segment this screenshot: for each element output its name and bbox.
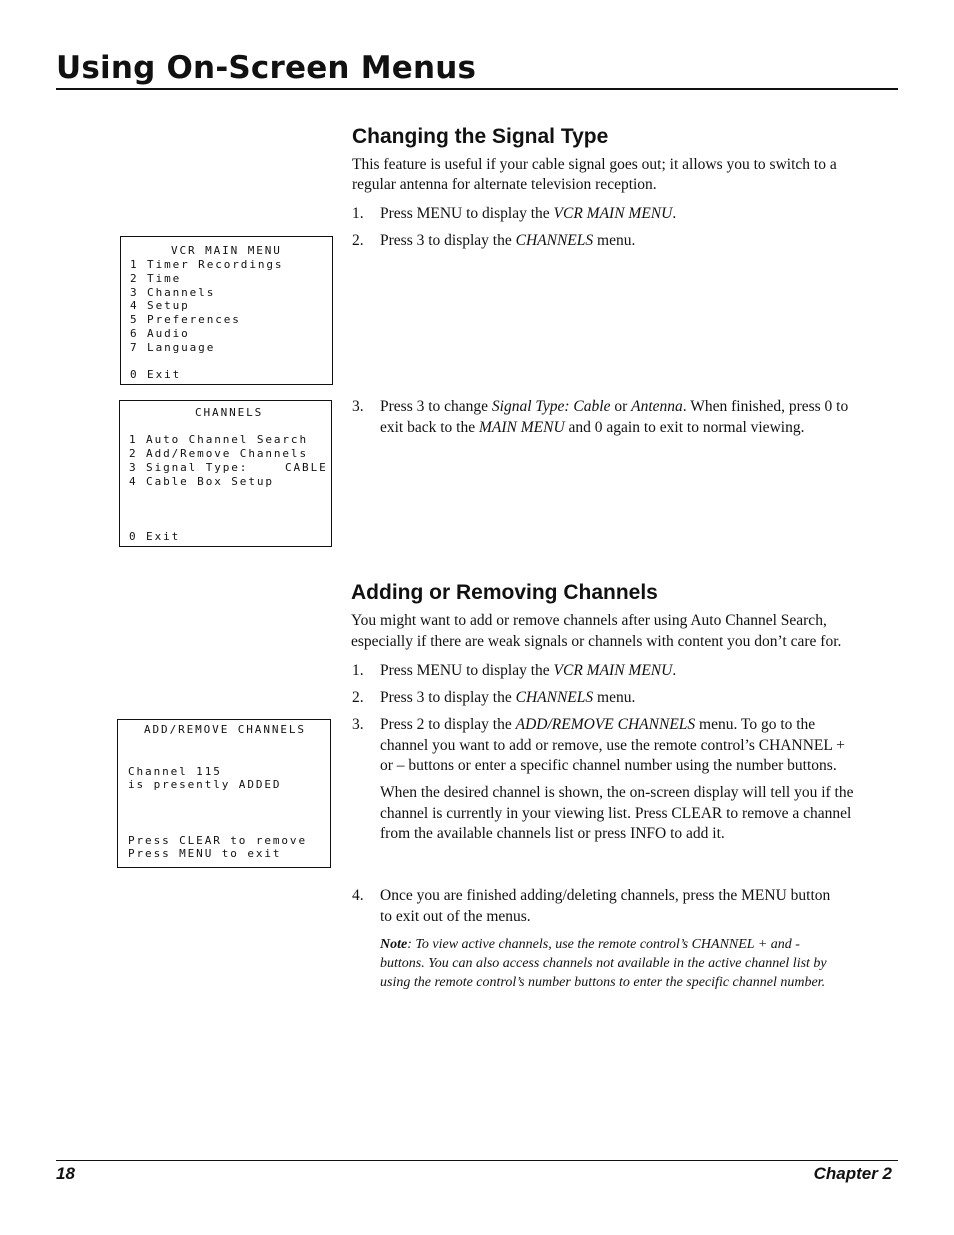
add-remove-channels-screen bbox=[117, 719, 331, 868]
section1-intro-line2: regular antenna for alternate television reception. bbox=[352, 176, 657, 193]
instruction-line: Press CLEAR to remove bbox=[128, 834, 307, 847]
section-heading-add-remove: Adding or Removing Channels bbox=[351, 581, 658, 604]
channel-status-line: is presently ADDED bbox=[128, 778, 282, 791]
step-text: Press 3 to display the CHANNELS menu. bbox=[380, 232, 636, 249]
step-number: 1. bbox=[352, 205, 364, 222]
menu-item: 2 Time bbox=[130, 272, 182, 285]
step-text: Press MENU to display the VCR MAIN MENU. bbox=[380, 662, 677, 679]
step-number: 4. bbox=[352, 887, 364, 904]
menu-item: 3 Signal Type: bbox=[129, 461, 249, 474]
screen-title: ADD/REMOVE CHANNELS bbox=[144, 723, 306, 736]
signal-type-value: CABLE bbox=[285, 461, 328, 474]
section1-intro-line1: This feature is useful if your cable signal goes out; it allows you to switch to a bbox=[352, 156, 837, 173]
section-heading-signal-type: Changing the Signal Type bbox=[352, 125, 609, 148]
section2-intro-line2: especially if there are weak signals or channels with content you don’t care for. bbox=[351, 633, 842, 650]
section2-intro-line1: You might want to add or remove channels after using Auto Channel Search, bbox=[351, 612, 827, 629]
note-label: Note bbox=[380, 937, 408, 952]
step-text: Press 3 to display the CHANNELS menu. bbox=[380, 689, 636, 706]
title-rule bbox=[56, 88, 898, 90]
footer-rule bbox=[56, 1160, 898, 1161]
menu-item: 3 Channels bbox=[130, 286, 216, 299]
menu-item: 5 Preferences bbox=[130, 313, 241, 326]
menu-item: 2 Add/Remove Channels bbox=[129, 447, 308, 460]
note: Note: To view active channels, use the remote control’s CHANNEL + and - buttons. You can also access channels not available in the active channel list by using the remote control’s number buttons to enter the specific channel number. bbox=[380, 937, 827, 990]
page-title: Using On-Screen Menus bbox=[56, 50, 477, 86]
step-number: 2. bbox=[352, 689, 364, 706]
vcr-main-menu-screen bbox=[120, 236, 333, 385]
step-number: 2. bbox=[352, 232, 364, 249]
channel-status-line: Channel 115 bbox=[128, 765, 222, 778]
step-text: Press 3 to change Signal Type: Cable or Antenna. When finished, press 0 to exit back to the MAIN MENU and 0 again to exit to normal viewing. bbox=[380, 398, 849, 436]
menu-item: 6 Audio bbox=[130, 327, 190, 340]
menu-item: 1 Timer Recordings bbox=[130, 258, 284, 271]
menu-exit: 0 Exit bbox=[130, 368, 182, 381]
step-number: 3. bbox=[352, 716, 364, 733]
step-text-continued: When the desired channel is shown, the on-screen display will tell you if the channel is currently in your viewing list. Press CLEAR to remove a channel from the available channels list or press INFO to add it. bbox=[380, 784, 854, 842]
menu-item: 4 Cable Box Setup bbox=[129, 475, 274, 488]
step-text: Press MENU to display the VCR MAIN MENU. bbox=[380, 205, 677, 222]
channels-menu-screen bbox=[119, 400, 332, 547]
menu-item: 7 Language bbox=[130, 341, 216, 354]
menu-exit: 0 Exit bbox=[129, 530, 181, 543]
step-text: Press 2 to display the ADD/REMOVE CHANNELS menu. To go to the channel you want to add or remove, use the remote control’s CHANNEL + or – buttons or enter a specific channel number using the number buttons. bbox=[380, 716, 845, 774]
chapter-label: Chapter 2 bbox=[813, 1164, 892, 1183]
page-number: 18 bbox=[56, 1164, 75, 1183]
step-number: 1. bbox=[352, 662, 364, 679]
step-number: 3. bbox=[352, 398, 364, 415]
menu-item: 1 Auto Channel Search bbox=[129, 433, 308, 446]
step-text: Once you are finished adding/deleting channels, press the MENU button to exit out of the menus. bbox=[380, 887, 831, 925]
screen-title: CHANNELS bbox=[195, 406, 264, 419]
menu-item: 4 Setup bbox=[130, 299, 190, 312]
screen-title: VCR MAIN MENU bbox=[171, 244, 282, 257]
instruction-line: Press MENU to exit bbox=[128, 847, 282, 860]
